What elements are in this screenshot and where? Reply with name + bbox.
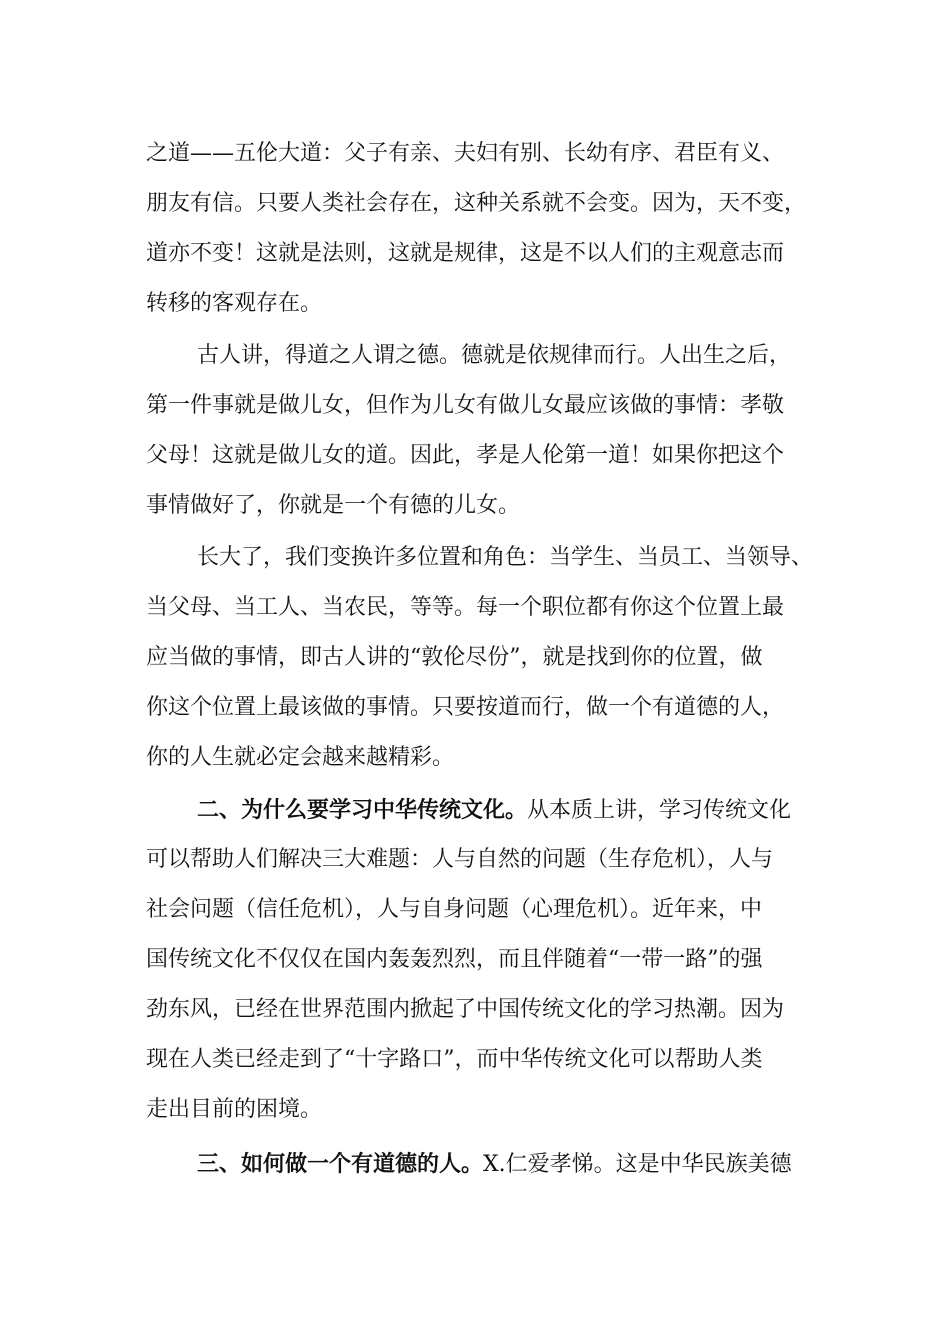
paragraph-line: 古人讲，得道之人谓之德。德就是依规律而行。人出生之后， [197,343,792,368]
paragraph-line: 你这个位置上最该做的事情。只要按道而行，做一个有道德的人， [146,695,785,720]
paragraph-line: 当父母、当工人、当农民，等等。每一个职位都有你这个位置上最 [146,595,785,620]
paragraph-line: X.仁爱孝悌。这是中华民族美德 [483,1152,792,1177]
paragraph-line: 应当做的事情，即古人讲的“敦伦尽份”，就是找到你的位置，做 [146,645,763,670]
paragraph-line: 长大了，我们变换许多位置和角色：当学生、当员工、当领导、 [197,545,814,570]
paragraph-line: 你的人生就必定会越来越精彩。 [146,745,455,770]
paragraph-line: 朋友有信。只要人类社会存在，这种关系就不会变。因为，天不变， [146,191,807,216]
paragraph-line: 现在人类已经走到了“十字路口”，而中华传统文化可以帮助人类 [146,1047,763,1072]
paragraph-line: 社会问题（信任危机），人与自身问题（心理危机）。近年来，中 [146,897,763,922]
paragraph-line: 之道——五伦大道：父子有亲、夫妇有别、长幼有序、君臣有义、 [146,141,785,166]
paragraph-first-line [197,1148,792,1180]
paragraph-line: 父母！这就是做儿女的道。因此，孝是人伦第一道！如果你把这个 [146,443,785,468]
paragraph-line: 劲东风，已经在世界范围内掀起了中国传统文化的学习热潮。因为 [146,997,785,1022]
paragraph-line: 从本质上讲，学习传统文化 [527,798,792,823]
paragraph-line: 转移的客观存在。 [146,291,323,316]
paragraph-line: 道亦不变！这就是法则，这就是规律，这是不以人们的主观意志而 [146,241,785,266]
section-heading-3: 三、如何做一个有道德的人。 [197,1151,484,1177]
paragraph-line: 国传统文化不仅仅在国内轰轰烈烈，而且伴随着“一带一路”的强 [146,947,763,972]
paragraph-line: 第一件事就是做儿女，但作为儿女有做儿女最应该做的事情：孝敬 [146,393,785,418]
paragraph-first-line [197,794,791,826]
paragraph-line: 可以帮助人们解决三大难题：人与自然的问题（生存危机），人与 [146,847,774,872]
paragraph-line: 走出目前的困境。 [146,1097,323,1122]
section-heading-2: 二、为什么要学习中华传统文化。 [197,797,528,823]
paragraph-line: 事情做好了，你就是一个有德的儿女。 [146,493,521,518]
